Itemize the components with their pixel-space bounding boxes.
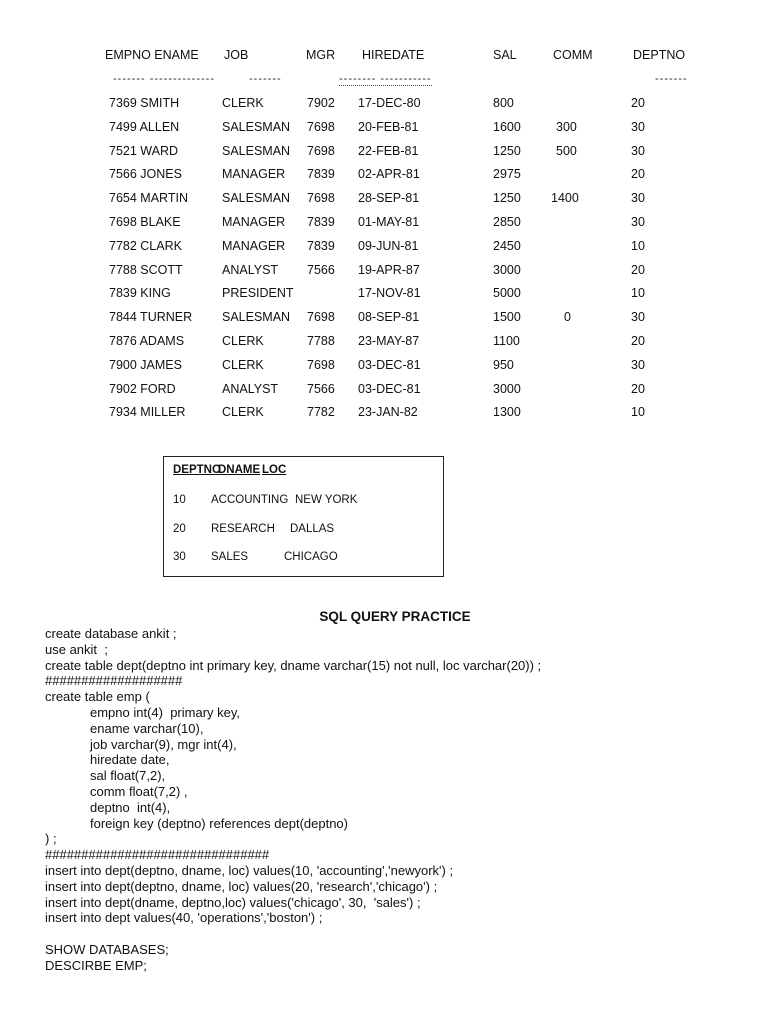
emp-cell-empno-ename: 7902 FORD <box>109 381 176 396</box>
sql-line: insert into dept values(40, 'operations','boston') ; <box>45 910 323 926</box>
header-empno-ename: EMPNO ENAME <box>105 48 199 62</box>
emp-cell-hiredate: 03-DEC-81 <box>358 381 421 396</box>
emp-cell-deptno: 20 <box>631 334 645 348</box>
emp-cell-hiredate: 28-SEP-81 <box>358 191 420 206</box>
sql-line: create table emp ( <box>45 689 150 705</box>
emp-cell-job: SALESMAN <box>222 119 291 134</box>
sql-line: deptno int(4), <box>90 799 171 815</box>
emp-cell-deptno: 20 <box>631 262 645 277</box>
dept-cell-loc: CHICAGO <box>284 551 338 563</box>
emp-cell-job: CLERK <box>222 405 264 420</box>
dept-table <box>163 456 444 577</box>
emp-cell-job: MANAGER <box>222 238 286 253</box>
emp-cell-mgr: 7698 <box>307 143 335 158</box>
header-deptno: DEPTNO <box>173 464 221 476</box>
emp-cell-mgr: 7698 <box>307 310 335 325</box>
sql-line: ) ; <box>45 831 57 847</box>
emp-cell-sal: 800 <box>493 96 514 110</box>
emp-cell-hiredate: 01-MAY-81 <box>358 215 420 229</box>
header-comm: COMM <box>553 48 593 62</box>
emp-cell-deptno: 20 <box>631 167 645 182</box>
emp-table <box>0 0 768 430</box>
emp-cell-mgr: 7698 <box>307 119 335 134</box>
emp-cell-comm: 300 <box>556 119 577 134</box>
emp-cell-job: ANALYST <box>222 262 279 277</box>
emp-cell-sal: 2450 <box>493 238 521 253</box>
header-mgr: MGR <box>306 48 336 62</box>
header-underline: ------- <box>249 73 282 85</box>
emp-cell-deptno: 30 <box>631 191 645 206</box>
emp-cell-mgr: 7698 <box>307 357 335 372</box>
emp-cell-mgr: 7698 <box>307 191 335 206</box>
emp-cell-mgr: 7839 <box>307 215 335 229</box>
emp-cell-mgr: 7782 <box>307 405 335 420</box>
emp-cell-empno-ename: 7499 ALLEN <box>109 119 180 134</box>
emp-cell-mgr: 7566 <box>307 381 335 396</box>
section-title: SQL QUERY PRACTICE <box>319 609 471 624</box>
emp-cell-empno-ename: 7654 MARTIN <box>109 191 188 206</box>
dept-cell-dname: ACCOUNTING <box>211 494 289 506</box>
dept-cell-loc: NEW YORK <box>295 494 358 506</box>
emp-cell-job: PRESIDENT <box>222 286 294 301</box>
emp-cell-hiredate: 23-MAY-87 <box>358 334 420 348</box>
emp-cell-empno-ename: 7788 SCOTT <box>109 262 183 277</box>
emp-cell-deptno: 20 <box>631 381 645 396</box>
emp-cell-sal: 950 <box>493 357 514 372</box>
sql-line: create database ankit ; <box>45 626 177 641</box>
emp-cell-deptno: 30 <box>631 143 645 158</box>
emp-cell-empno-ename: 7876 ADAMS <box>109 334 185 348</box>
sql-line: insert into dept(dname, deptno,loc) values('chicago', 30, 'sales') ; <box>45 894 421 910</box>
emp-cell-empno-ename: 7566 JONES <box>109 167 182 182</box>
emp-cell-hiredate: 17-DEC-80 <box>358 96 421 110</box>
emp-cell-hiredate: 02-APR-81 <box>358 167 420 182</box>
sql-line: ename varchar(10), <box>90 720 204 736</box>
emp-cell-empno-ename: 7782 CLARK <box>109 238 182 253</box>
emp-cell-sal: 1600 <box>493 119 521 134</box>
emp-cell-sal: 1500 <box>493 310 521 325</box>
emp-cell-mgr: 7839 <box>307 167 335 182</box>
emp-cell-deptno: 20 <box>631 96 645 110</box>
emp-cell-empno-ename: 7844 TURNER <box>109 310 193 325</box>
emp-cell-sal: 2975 <box>493 167 521 182</box>
emp-cell-sal: 3000 <box>493 262 521 277</box>
emp-cell-hiredate: 19-APR-87 <box>358 262 420 277</box>
emp-cell-job: CLERK <box>222 357 264 372</box>
dept-cell-dname: SALES <box>211 551 249 563</box>
sql-line: insert into dept(deptno, dname, loc) values(10, 'accounting','newyork') ; <box>45 862 454 878</box>
sql-line: SHOW DATABASES; <box>45 941 169 957</box>
emp-cell-comm: 1400 <box>551 191 579 206</box>
emp-cell-hiredate: 09-JUN-81 <box>358 238 419 253</box>
sql-line: insert into dept(deptno, dname, loc) values(20, 'research','chicago') ; <box>45 878 438 894</box>
sql-line: job varchar(9), mgr int(4), <box>90 736 237 752</box>
emp-cell-job: SALESMAN <box>222 191 291 206</box>
sql-line: DESCIRBE EMP; <box>45 957 147 973</box>
header-job: JOB <box>224 48 249 62</box>
sql-line: comm float(7,2) , <box>90 783 188 799</box>
emp-cell-hiredate: 03-DEC-81 <box>358 357 421 372</box>
dept-cell-deptno: 20 <box>173 522 186 535</box>
header-underline: -------- ----------- <box>339 73 432 85</box>
emp-cell-hiredate: 08-SEP-81 <box>358 310 420 325</box>
emp-cell-empno-ename: 7521 WARD <box>109 143 179 158</box>
dept-cell-loc: DALLAS <box>290 522 335 535</box>
emp-cell-hiredate: 23-JAN-82 <box>358 405 418 420</box>
sql-line: use ankit ; <box>45 641 108 657</box>
emp-cell-mgr: 7902 <box>307 96 335 110</box>
emp-cell-sal: 5000 <box>493 286 521 301</box>
header-underline: ------- -------------- <box>113 73 215 85</box>
emp-cell-job: CLERK <box>222 334 264 348</box>
sql-line: hiredate date, <box>90 752 170 768</box>
emp-cell-deptno: 30 <box>631 215 645 229</box>
sql-line: sal float(7,2), <box>90 768 166 784</box>
header-sal: SAL <box>493 48 517 62</box>
sql-line: empno int(4) primary key, <box>90 704 241 720</box>
emp-cell-job: SALESMAN <box>222 143 291 158</box>
emp-cell-job: ANALYST <box>222 381 279 396</box>
emp-cell-empno-ename: 7839 KING <box>109 286 171 301</box>
emp-cell-deptno: 30 <box>631 310 645 325</box>
header-loc: LOC <box>262 464 287 476</box>
header-hiredate: HIREDATE <box>362 48 425 62</box>
emp-cell-sal: 2850 <box>493 215 521 229</box>
sql-line <box>45 926 765 942</box>
emp-cell-comm: 0 <box>564 310 571 325</box>
emp-cell-job: SALESMAN <box>222 310 291 325</box>
emp-cell-hiredate: 20-FEB-81 <box>358 119 419 134</box>
emp-cell-deptno: 10 <box>631 286 645 301</box>
sql-line: create table dept(deptno int primary key, dname varchar(15) not null, loc varchar(20)) ; <box>45 657 542 673</box>
emp-cell-comm: 500 <box>556 143 577 158</box>
emp-cell-empno-ename: 7934 MILLER <box>109 405 186 420</box>
sql-line: ############################### <box>45 847 270 863</box>
header-dname: DNAME <box>218 464 261 476</box>
emp-cell-sal: 1250 <box>493 143 521 158</box>
emp-cell-sal: 1100 <box>493 334 520 348</box>
emp-cell-mgr: 7839 <box>307 238 335 253</box>
sql-line: ################### <box>45 673 183 689</box>
emp-cell-deptno: 10 <box>631 238 645 253</box>
header-deptno: DEPTNO <box>633 48 686 62</box>
emp-cell-mgr: 7566 <box>307 262 335 277</box>
header-underline: ------- <box>655 73 688 85</box>
emp-cell-sal: 1250 <box>493 191 521 206</box>
emp-cell-deptno: 30 <box>631 119 645 134</box>
emp-cell-hiredate: 22-FEB-81 <box>358 143 419 158</box>
emp-cell-hiredate: 17-NOV-81 <box>358 286 421 301</box>
dept-cell-deptno: 30 <box>173 551 186 563</box>
emp-cell-mgr: 7788 <box>307 334 335 348</box>
emp-cell-job: MANAGER <box>222 215 286 229</box>
dept-cell-deptno: 10 <box>173 494 186 506</box>
emp-cell-job: CLERK <box>222 96 264 110</box>
dept-cell-dname: RESEARCH <box>211 522 275 535</box>
emp-cell-sal: 3000 <box>493 381 521 396</box>
emp-cell-empno-ename: 7369 SMITH <box>109 96 180 110</box>
sql-code <box>45 626 765 974</box>
emp-cell-deptno: 30 <box>631 357 645 372</box>
emp-cell-job: MANAGER <box>222 167 286 182</box>
emp-cell-deptno: 10 <box>631 405 645 420</box>
emp-cell-empno-ename: 7698 BLAKE <box>109 215 181 229</box>
emp-cell-empno-ename: 7900 JAMES <box>109 357 182 372</box>
sql-line: foreign key (deptno) references dept(deptno) <box>90 815 348 831</box>
emp-cell-sal: 1300 <box>493 405 521 420</box>
